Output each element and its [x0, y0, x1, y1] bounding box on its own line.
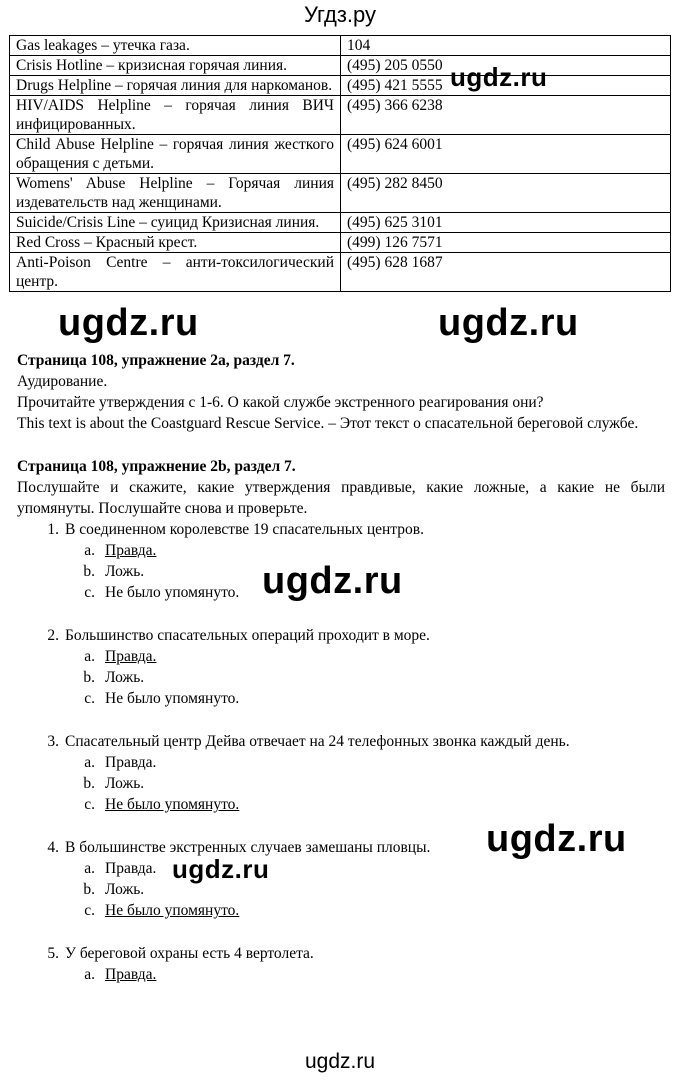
answer-option	[17, 667, 665, 688]
table-row	[10, 135, 671, 174]
service-cell: Womens' Abuse Helpline – Горячая линия издевательств над женщинами.	[10, 174, 341, 213]
option-text: Ложь.	[105, 669, 145, 686]
phone-number-cell: (495) 421 5555	[341, 76, 671, 96]
phone-number-cell: (495) 624 6001	[341, 135, 671, 174]
answer-option	[17, 964, 665, 985]
table-row	[10, 56, 671, 76]
question-text: В большинстве экстренных случаев замешаны пловцы.	[65, 839, 431, 856]
watermark: ugdz.ru	[58, 302, 199, 344]
question-item	[17, 943, 665, 985]
service-cell: Red Cross – Красный крест.	[10, 233, 341, 253]
question-number: 5.	[47, 945, 59, 962]
correct-answer: Не было упомянуто.	[105, 902, 240, 919]
service-cell: Child Abuse Helpline – горячая линия жесткого обращения с детьми.	[10, 135, 341, 174]
section-2a-answer: This text is about the Coastguard Rescue Service. – Этот текст о спасательной береговой службе.	[17, 415, 639, 432]
correct-answer: Правда.	[105, 966, 157, 983]
phone-number-cell: (495) 282 8450	[341, 174, 671, 213]
watermark: ugdz.ru	[450, 62, 548, 92]
service-cell: Suicide/Crisis Line – суицид Кризисная линия.	[10, 213, 341, 233]
phone-number-cell: (499) 126 7571	[341, 233, 671, 253]
phone-number-cell: 104	[341, 36, 671, 56]
option-letter: a.	[84, 648, 95, 665]
phone-number-cell: (495) 628 1687	[341, 253, 671, 292]
site-footer: ugdz.ru	[304, 1050, 376, 1073]
question-text: Спасательный центр Дейва отвечает на 24 телефонных звонка каждый день.	[65, 733, 570, 750]
question-item	[17, 731, 665, 815]
service-cell: Crisis Hotline – кризисная горячая линия.	[10, 56, 341, 76]
question-number: 2.	[47, 627, 59, 644]
exercise-content	[17, 350, 665, 1007]
watermark: ugdz.ru	[438, 302, 579, 344]
answer-options	[17, 752, 665, 815]
correct-answer: Правда.	[105, 648, 157, 665]
answer-option	[17, 752, 665, 773]
phone-number-cell: (495) 205 0550	[341, 56, 671, 76]
service-cell: Gas leakages – утечка газа.	[10, 36, 341, 56]
correct-answer: Правда.	[105, 542, 157, 559]
service-cell: HIV/AIDS Helpline – горячая линия ВИЧ инфицированных.	[10, 96, 341, 135]
section-2a-title: Страница 108, упражнение 2а, раздел 7.	[17, 352, 295, 369]
question-item	[17, 625, 665, 709]
answer-options	[17, 646, 665, 709]
option-letter: c.	[84, 584, 95, 601]
question-text: У береговой охраны есть 4 вертолета.	[65, 945, 314, 962]
answer-option	[17, 879, 665, 900]
answer-options	[17, 964, 665, 985]
table-row	[10, 76, 671, 96]
section-2a-subtitle: Аудирование.	[17, 373, 108, 390]
answer-options	[17, 858, 665, 921]
option-text: Ложь.	[105, 881, 145, 898]
answer-option	[17, 688, 665, 709]
answer-option	[17, 900, 665, 921]
option-text: Правда.	[105, 860, 157, 877]
option-letter: b.	[83, 669, 95, 686]
option-letter: c.	[84, 902, 95, 919]
phone-number-cell: (495) 625 3101	[341, 213, 671, 233]
watermark: ugdz.ru	[172, 854, 270, 884]
correct-answer: Не было упомянуто.	[105, 796, 240, 813]
option-letter: b.	[83, 563, 95, 580]
table-row	[10, 253, 671, 292]
option-text: Правда.	[105, 754, 157, 771]
option-letter: c.	[84, 796, 95, 813]
question-number: 4.	[47, 839, 59, 856]
answer-option	[17, 540, 665, 561]
table-row	[10, 174, 671, 213]
section-2b-task: Послушайте и скажите, какие утверждения правдивые, какие ложные, а какие не были упомянуты. Послушайте снова и проверьте.	[17, 479, 665, 517]
answer-option	[17, 646, 665, 667]
answer-option	[17, 773, 665, 794]
watermark: ugdz.ru	[486, 818, 627, 860]
answer-option	[17, 794, 665, 815]
option-letter: c.	[84, 690, 95, 707]
option-letter: a.	[84, 966, 95, 983]
question-text: В соединенном королевстве 19 спасательных центров.	[65, 521, 424, 538]
answer-option	[17, 858, 665, 879]
option-letter: a.	[84, 860, 95, 877]
option-text: Ложь.	[105, 775, 145, 792]
option-letter: a.	[84, 754, 95, 771]
watermark: ugdz.ru	[262, 560, 403, 602]
table-row	[10, 96, 671, 135]
phone-number-cell: (495) 366 6238	[341, 96, 671, 135]
section-2b-title: Страница 108, упражнение 2b, раздел 7.	[17, 458, 296, 475]
site-header: Угдз.ру	[303, 2, 377, 27]
option-text: Не было упомянуто.	[105, 584, 240, 601]
section-2a-task: Прочитайте утверждения с 1-6. О какой службе экстренного реагирования они?	[17, 394, 544, 411]
option-text: Не было упомянуто.	[105, 690, 240, 707]
question-text: Большинство спасательных операций проходит в море.	[65, 627, 430, 644]
option-text: Ложь.	[105, 563, 145, 580]
option-letter: a.	[84, 542, 95, 559]
service-cell: Anti-Poison Centre – анти-токсилогический центр.	[10, 253, 341, 292]
service-cell: Drugs Helpline – горячая линия для наркоманов.	[10, 76, 341, 96]
table-row	[10, 213, 671, 233]
question-number: 3.	[47, 733, 59, 750]
question-number: 1.	[47, 521, 59, 538]
hotline-table	[9, 35, 671, 292]
table-row	[10, 36, 671, 56]
option-letter: b.	[83, 775, 95, 792]
option-letter: b.	[83, 881, 95, 898]
table-row	[10, 233, 671, 253]
